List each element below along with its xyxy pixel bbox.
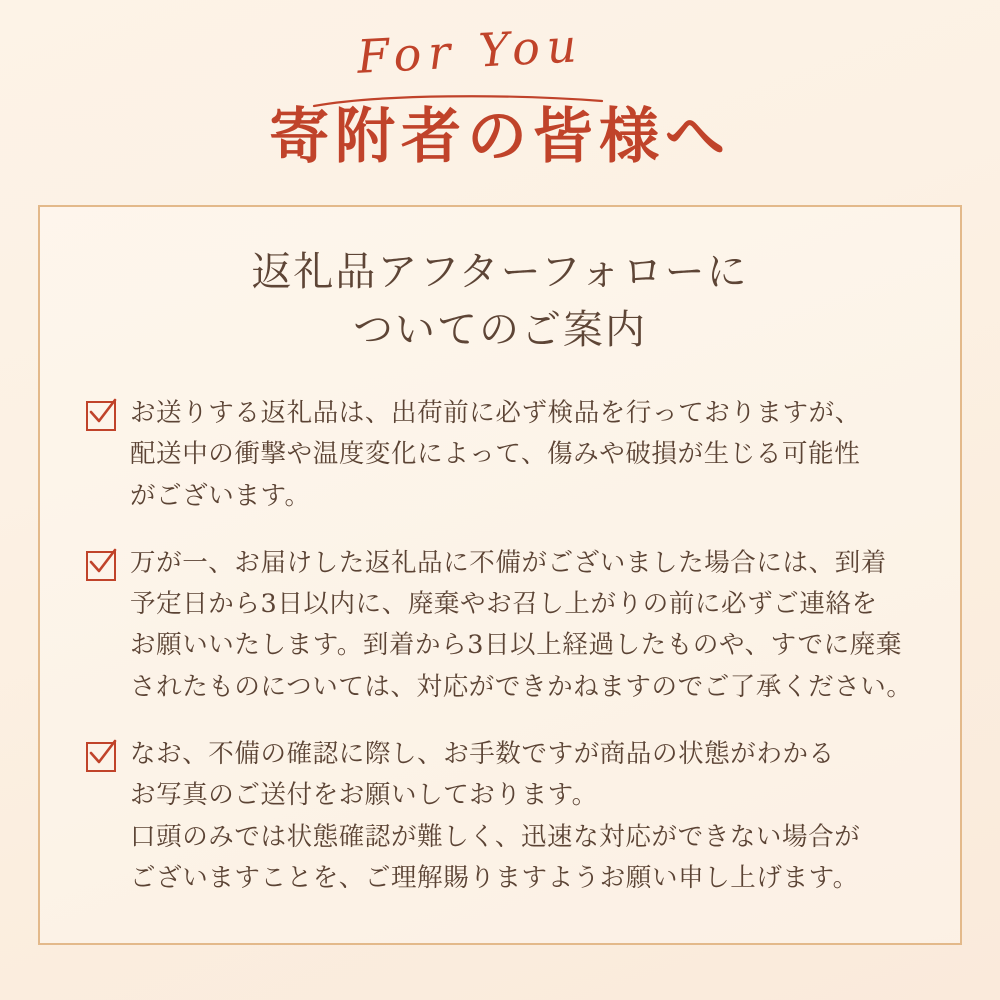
- text-line: がございます。: [130, 480, 311, 511]
- checkbox-checked-icon: [86, 551, 116, 581]
- checkbox-checked-icon: [86, 401, 116, 431]
- text-line: お送りする返礼品は、出荷前に必ず検品を行っておりますが、: [130, 398, 861, 428]
- panel-title-line-2: ついてのご案内: [353, 307, 647, 353]
- text-line: お写真のご送付をお願いしております。: [130, 780, 598, 811]
- list-item-text: [130, 393, 861, 517]
- list-item: [86, 393, 914, 517]
- text-line: 配送中の衝撃や温度変化によって、傷みや破損が生じる可能性: [130, 439, 861, 470]
- panel-title: [40, 243, 960, 359]
- text-line: 万が一、お届けした返礼品に不備がございました場合には、到着: [130, 547, 887, 578]
- notice-list: [86, 393, 914, 899]
- text-line: 口頭のみでは状態確認が難しく、迅速な対応ができない場合が: [130, 821, 861, 852]
- page-title: 寄附者の皆様へ: [269, 101, 731, 172]
- text-line: ございますことを、ご理解賜りますようお願い申し上げます。: [130, 862, 859, 893]
- text-line: されたものについては、対応ができかねますのでご了承ください。: [130, 671, 913, 702]
- text-line: お願いいたします。到着から3日以上経過したものや、すでに廃棄: [130, 630, 902, 661]
- panel-title-line-1: 返礼品アフターフォローに: [251, 249, 749, 295]
- list-item-text: [130, 543, 913, 708]
- list-item-text: [130, 734, 860, 899]
- page-header: [0, 0, 1000, 175]
- text-line: なお、不備の確認に際し、お手数ですが商品の状態がわかる: [130, 739, 835, 770]
- checkbox-checked-icon: [86, 742, 116, 772]
- text-line: 予定日から3日以内に、廃棄やお召し上がりの前に必ずご連絡を: [130, 589, 878, 620]
- list-item: [86, 734, 914, 899]
- list-item: [86, 543, 914, 708]
- notice-panel: [38, 205, 962, 945]
- script-title: For You: [355, 18, 585, 84]
